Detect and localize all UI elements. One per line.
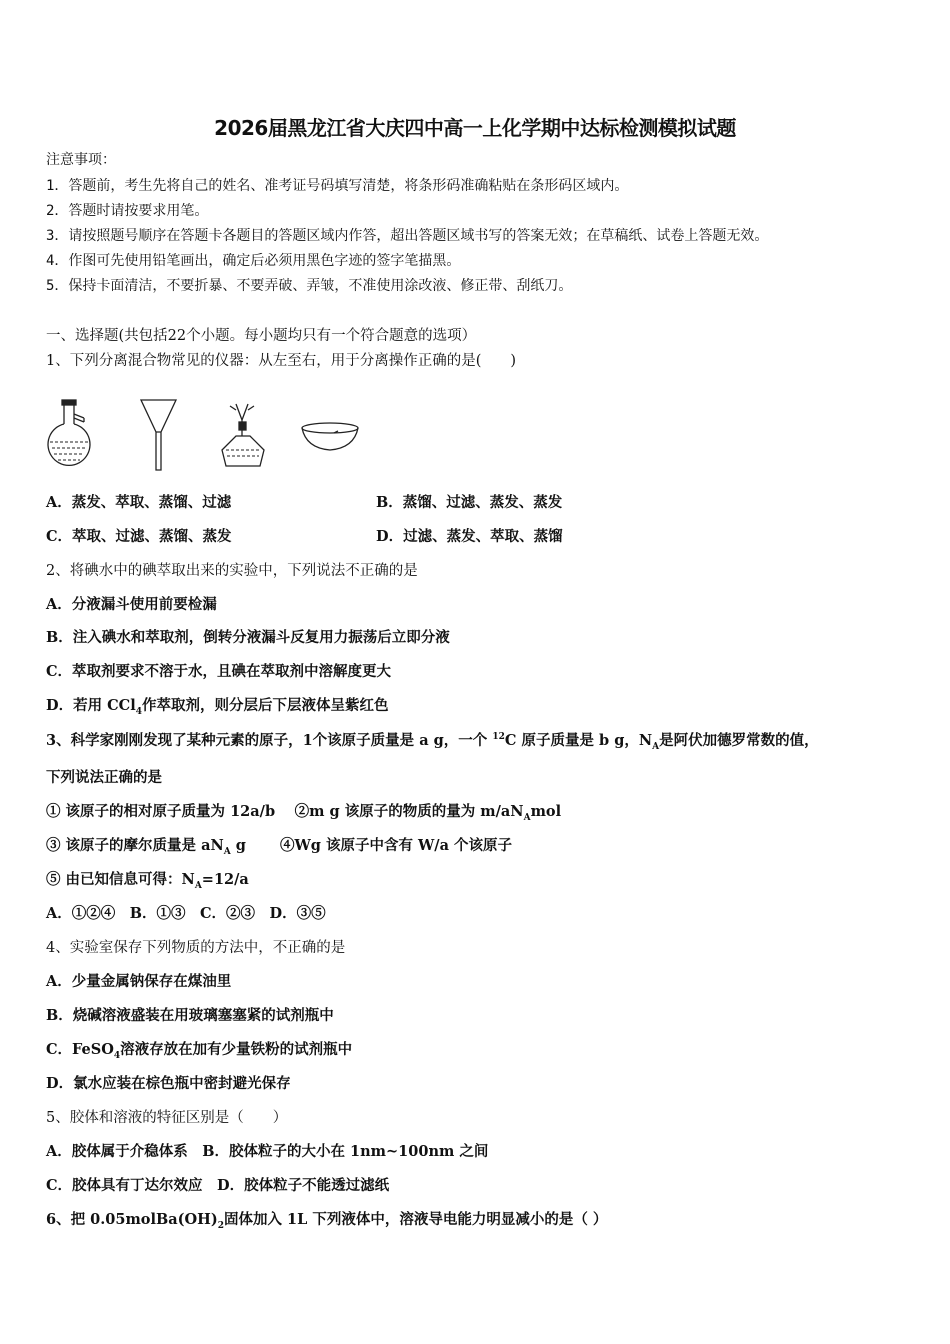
option-row — [46, 493, 563, 513]
question-line: A．胶体属于介稳体系 B．胶体粒子的大小在 1nm~100nm 之间 — [46, 1143, 489, 1160]
evaporating-dish-icon — [302, 423, 358, 450]
section-heading: 一、选择题(共包括22个小题。每小题均只有一个符合题意的选项） — [46, 328, 477, 344]
question-line: A．少量金属钠保存在煤油里 — [46, 973, 232, 990]
question-line: D．氯水应装在棕色瓶中密封避光保存 — [46, 1075, 291, 1092]
question-line: 6、把 $0.05molBa(OH)_2$固体加入 1L 下列液体中，溶液导电能力明显减小的是（ ） — [46, 1211, 608, 1231]
note-item: 2．答题时请按要求用笔。 — [46, 203, 209, 219]
note-item: 1．答题前，考生先将自己的姓名、准考证号码填写清楚，将条形码准确粘贴在条形码区域内。 — [46, 178, 629, 194]
question-line: C．萃取剂要求不溶于水，且碘在萃取剂中溶解度更大 — [46, 663, 392, 680]
question-line: A．分液漏斗使用前要检漏 — [46, 596, 217, 613]
question-line: C．胶体具有丁达尔效应 D．胶体粒子不能透过滤纸 — [46, 1177, 390, 1194]
subscript: 4 — [135, 706, 142, 717]
option: A．蒸发、萃取、蒸馏、过滤 — [46, 494, 232, 511]
funnel-icon — [141, 400, 176, 470]
option: D．过滤、蒸发、萃取、蒸馏 — [376, 528, 563, 545]
subscript: A — [523, 812, 531, 823]
note-item: 4．作图可先使用铅笔画出，确定后必须用黑色字迹的签字笔描黑。 — [46, 253, 461, 269]
question-line: D．若用 CCl$_4$作萃取剂，则分层后下层液体呈紫红色 — [46, 697, 389, 717]
page-title: 2026届黑龙江省大庆四中高一上化学期中达标检测模拟试题 — [214, 116, 736, 140]
superscript: 12 — [492, 732, 505, 743]
apparatus-figures — [44, 392, 384, 474]
question-line: B．注入碘水和萃取剂，倒转分液漏斗反复用力振荡后立即分液 — [46, 629, 450, 646]
question-stem: 4、实验室保存下列物质的方法中，不正确的是 — [46, 940, 346, 956]
question-line: ① 该原子的相对原子质量为 12a/b ②m g 该原子的物质的量为 $m/aN_Amol$ — [46, 803, 562, 823]
separating-apparatus-icon — [222, 404, 264, 466]
question-line: C．FeSO$_4$溶液存放在加有少量铁粉的试剂瓶中 — [46, 1041, 353, 1061]
question-stem: 1、下列分离混合物常见的仪器：从左至右，用于分离操作正确的是( ) — [46, 353, 517, 369]
question-line: 3、科学家刚刚发现了某种元素的原子，1个该原子质量是 a g，一个 $^{12}$C 原子质量是 b g，$N_A$是阿伏加德罗常数的值， — [46, 732, 819, 752]
distillation-flask-icon — [48, 400, 90, 465]
subscript: 4 — [113, 1050, 121, 1061]
subscript: A — [652, 741, 660, 752]
subscript: 2 — [217, 1220, 224, 1231]
note-item: 5．保持卡面清洁，不要折暴、不要弄破、弄皱，不准使用涂改液、修正带、刮纸刀。 — [46, 278, 573, 294]
subscript: A — [194, 880, 202, 891]
question-line: A．①②④ B．①③ C．②③ D．③⑤ — [46, 905, 326, 922]
question-line: ③ 该原子的摩尔质量是 $aN_A$ g ④Wg 该原子中含有 W/a 个该原子 — [46, 837, 513, 857]
question-stem: 2、将碘水中的碘萃取出来的实验中，下列说法不正确的是 — [46, 563, 418, 579]
option: B．蒸馏、过滤、蒸发、蒸发 — [376, 494, 563, 511]
question-line: 下列说法正确的是 — [46, 769, 162, 786]
note-item: 3．请按照题号顺序在答题卡各题目的答题区域内作答，超出答题区域书写的答案无效；在草稿纸、试卷上答题无效。 — [46, 228, 769, 244]
question-line: ⑤ 由已知信息可得：$N_A=12/a$ — [46, 871, 249, 891]
option: C．萃取、过滤、蒸馏、蒸发 — [46, 528, 232, 545]
question-stem: 5、胶体和溶液的特征区别是（ ） — [46, 1110, 288, 1126]
question-line: B．烧碱溶液盛装在用玻璃塞塞紧的试剂瓶中 — [46, 1007, 334, 1024]
option-row — [46, 527, 563, 547]
notes-heading: 注意事项： — [46, 152, 116, 168]
subscript: A — [223, 846, 231, 857]
